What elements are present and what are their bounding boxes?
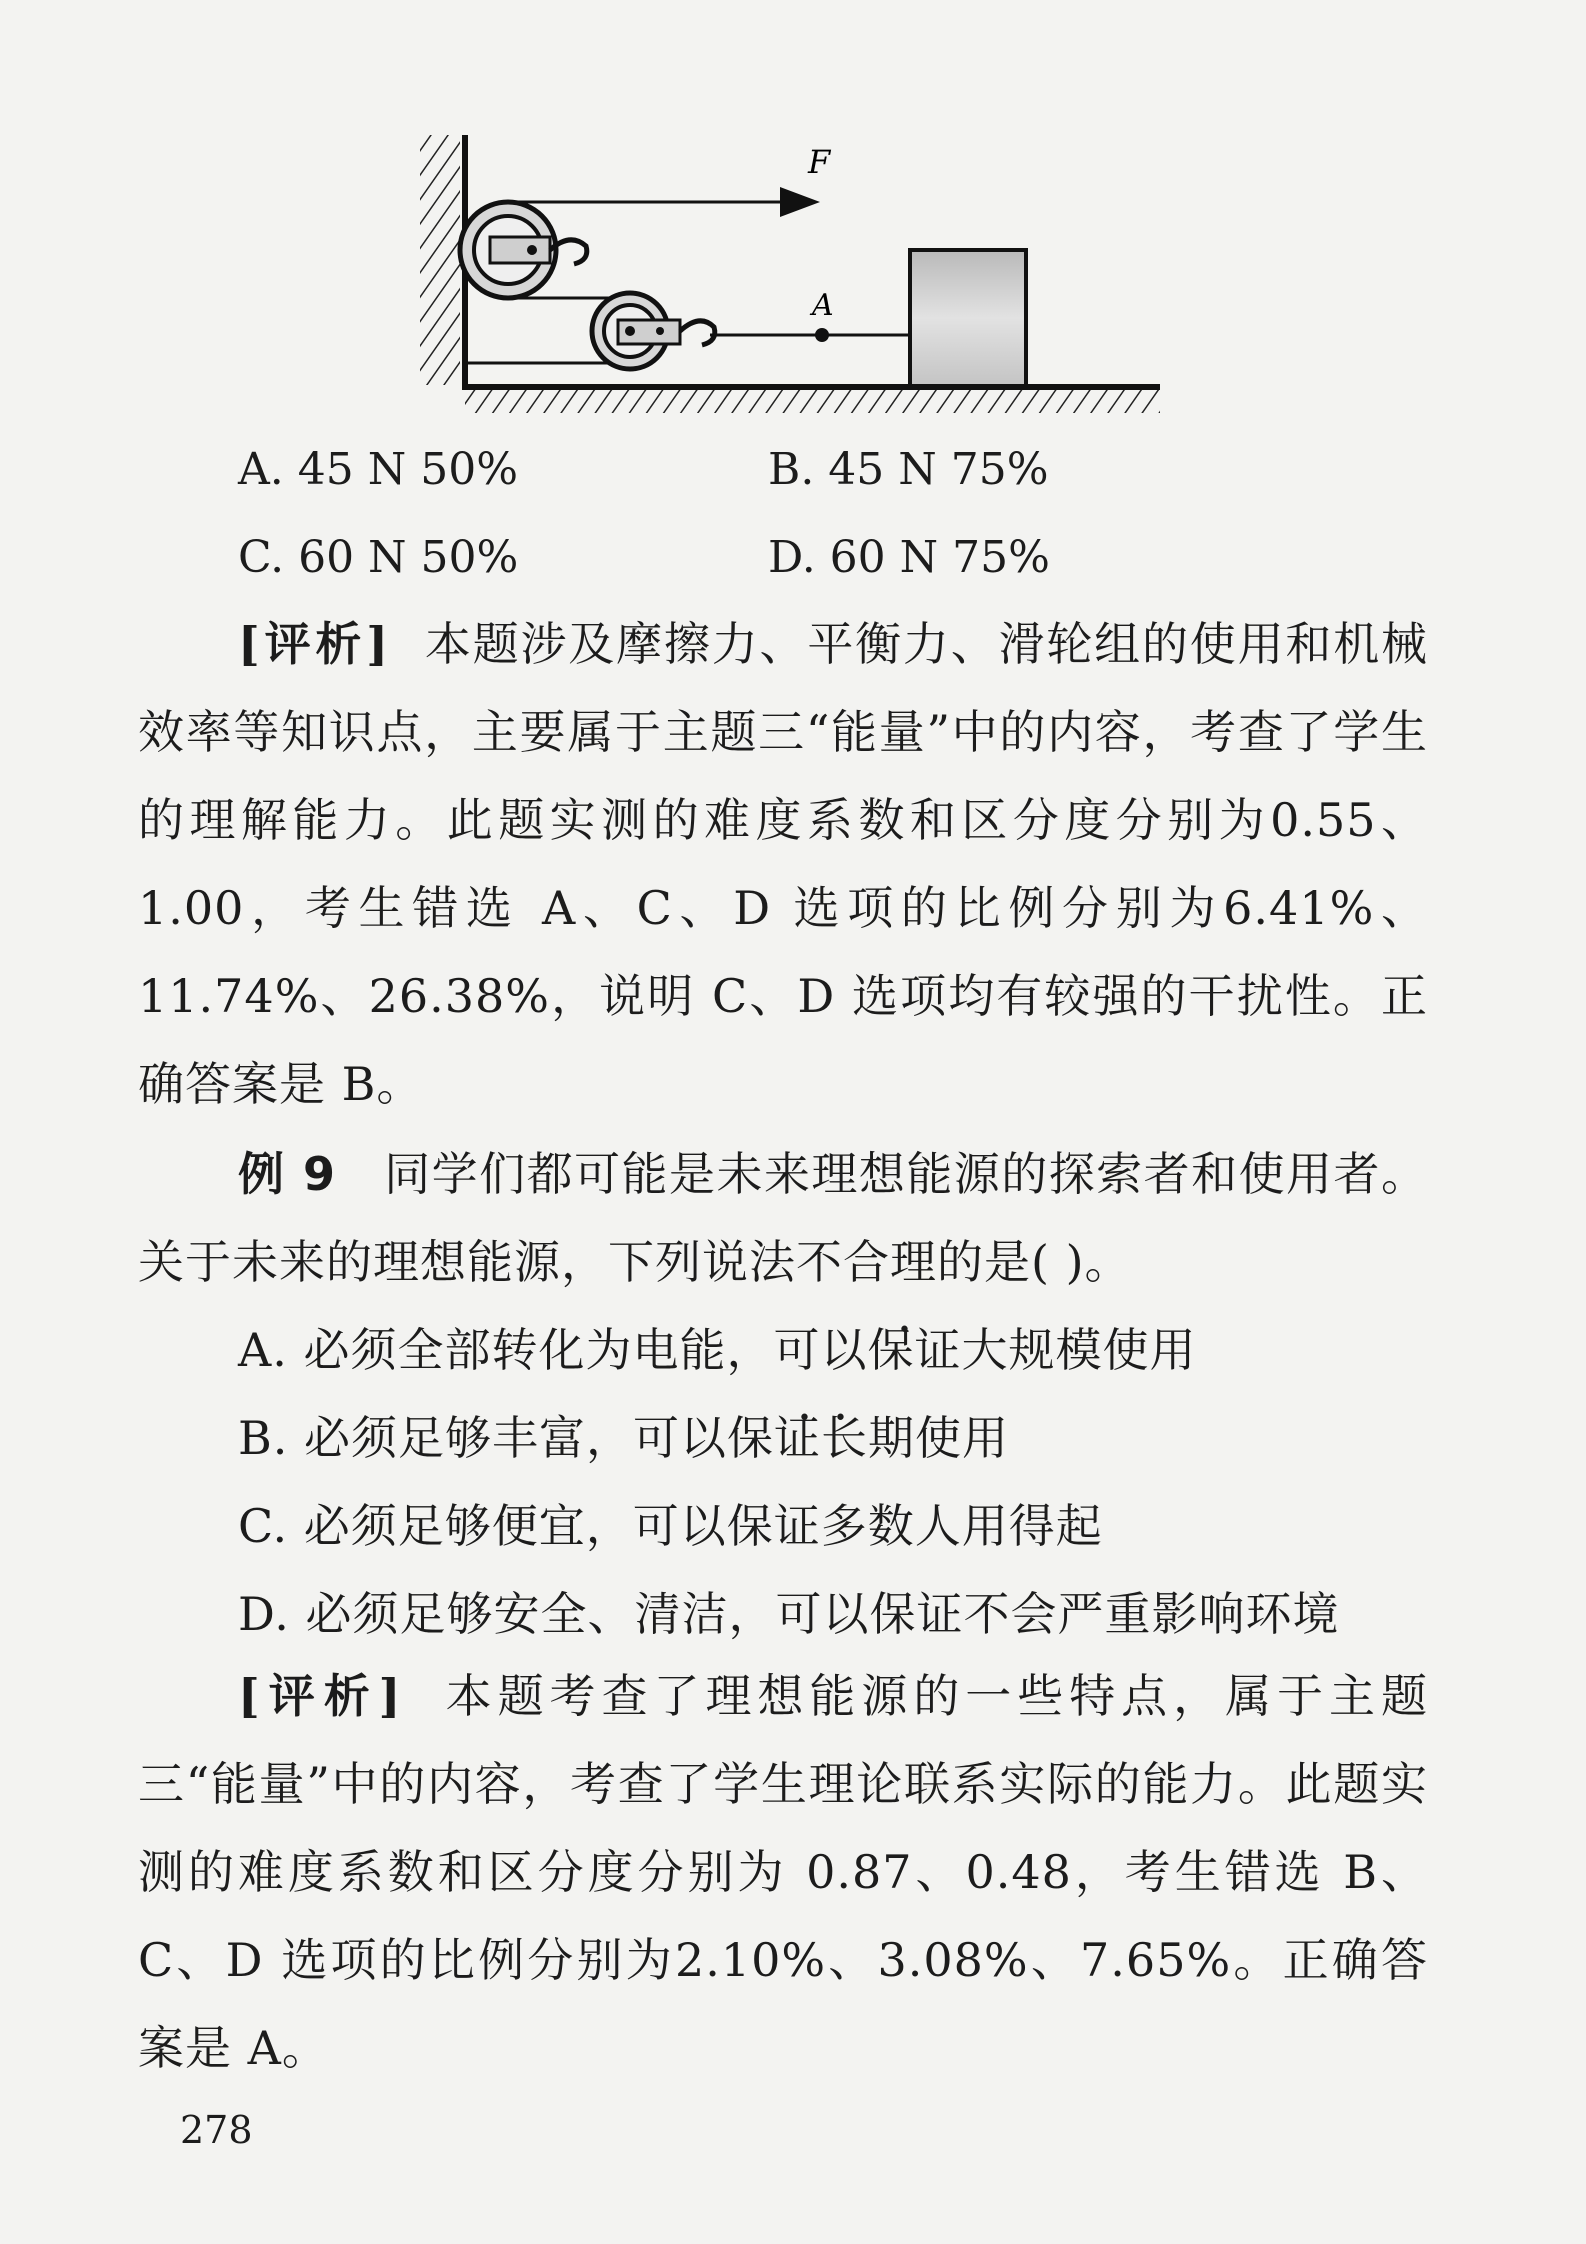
example-9-option-d: D. 必须足够安全、清洁，可以保证不会严重影响环境 xyxy=(238,1587,1340,1641)
page-number: 278 xyxy=(180,2108,253,2152)
prev-option-a: A. 45 N 50% xyxy=(238,444,519,495)
example-9-label: 例 9 xyxy=(238,1147,336,1201)
example-9-text-after: 的是( )。 xyxy=(937,1235,1132,1289)
example-9-text-before: 同学们都可能是未来理想能源的探索者和使用者。关于未来的理想能源，下列说法 xyxy=(138,1147,1428,1289)
analysis-1-tag: [评析] xyxy=(238,617,392,671)
force-label: F xyxy=(808,143,831,181)
wall-hatch xyxy=(420,135,460,385)
analysis-2-tag: [评析] xyxy=(238,1669,405,1723)
prev-option-b: B. 45 N 75% xyxy=(768,444,1049,495)
prev-option-c: C. 60 N 50% xyxy=(238,532,519,583)
analysis-2 xyxy=(138,1652,1428,2092)
analysis-1 xyxy=(138,600,1428,1128)
prev-options-row-1 xyxy=(238,440,1049,500)
example-9-option-a: A. 必须全部转化为电能，可以保证大规模使用 xyxy=(238,1323,1197,1377)
floor-hatch xyxy=(465,387,1160,413)
point-a xyxy=(815,328,829,342)
example-9-emphasis: 不合理 • • • xyxy=(796,1235,937,1289)
force-arrow-icon xyxy=(780,187,820,217)
example-9-option-b: B. 必须足够丰富，可以保证长期使用 xyxy=(238,1411,1010,1465)
analysis-1-text: 本题涉及摩擦力、平衡力、滑轮组的使用和机械效率等知识点，主要属于主题三“能量”中的内容，考查了学生的理解能力。此题实测的难度系数和区分度分别为0.55、1.00，考生错选 A、C、D 选项的比例分别为6.41%、11.74%、26.38%，说明 C、D 选项均有较强的干扰性。正确答案是 B。 xyxy=(138,617,1429,1111)
point-a-label: A xyxy=(812,288,834,323)
analysis-2-text: 本题考查了理想能源的一些特点，属于主题三“能量”中的内容，考查了学生理论联系实际的能力。此题实测的难度系数和区分度分别为 0.87、0.48，考生错选 B、C、D 选项的比例分别为2.10%、3.08%、7.65%。正确答案是 A。 xyxy=(138,1669,1429,2075)
moving-hook-icon xyxy=(680,321,715,345)
pulley-diagram-svg xyxy=(420,125,1160,425)
prev-option-d: D. 60 N 75% xyxy=(768,532,1050,583)
example-9 xyxy=(138,1130,1428,1306)
example-9-option-c: C. 必须足够便宜，可以保证多数人用得起 xyxy=(238,1499,1103,1553)
block xyxy=(910,250,1026,386)
prev-options-row-2 xyxy=(238,528,1050,588)
pulley-diagram xyxy=(420,125,1160,425)
